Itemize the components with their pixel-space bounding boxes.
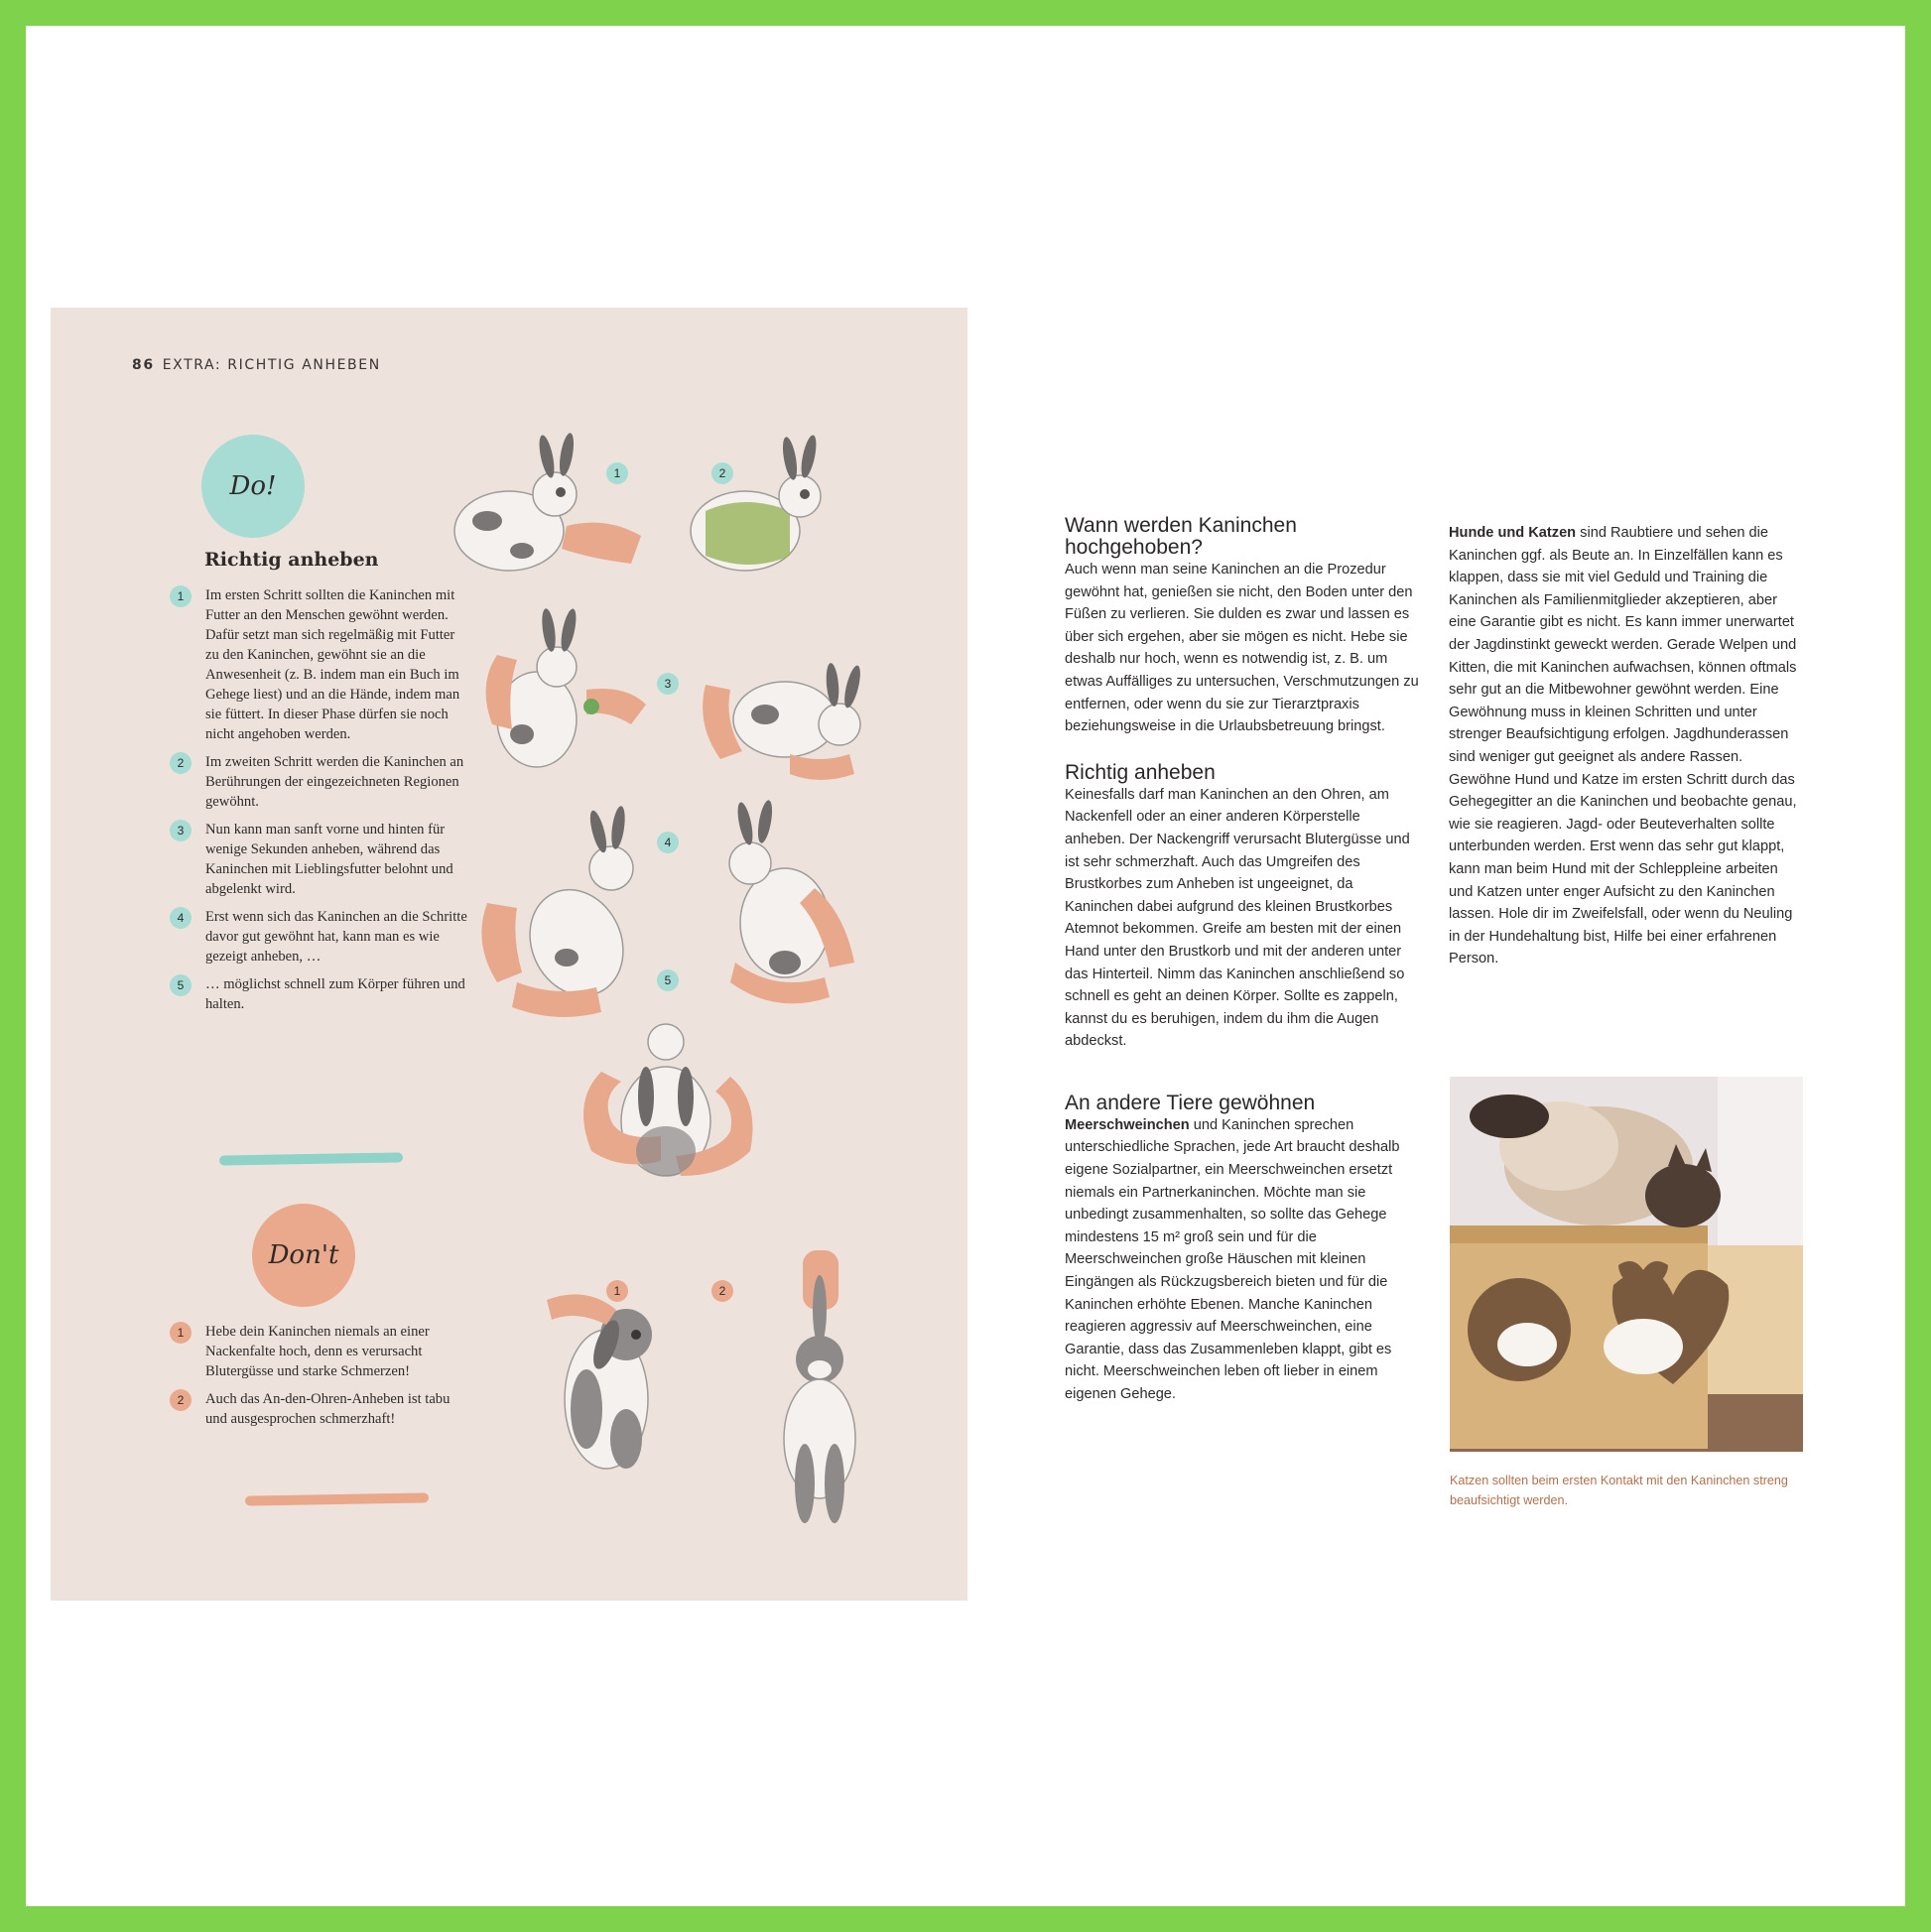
box-title: Richtig anheben — [204, 549, 379, 571]
step-text: Im zweiten Schritt werden die Kaninchen an Berührungen der eingezeichneten Regionen gewöhnt. — [205, 754, 464, 810]
step-text: Nun kann man sanft vorne und hinten für wenige Sekunden anheben, während das Kaninchen mit Lieblingsfutter belohnt und abgelenkt wird. — [205, 822, 453, 897]
do-badge-label: Do! — [229, 471, 277, 501]
section-label: EXTRA: RICHTIG ANHEBEN — [162, 357, 381, 373]
rabbit-illustration-dont-1 — [547, 1294, 652, 1469]
rabbit-illustration-do-2 — [691, 434, 821, 571]
rabbit-illustration-do-4b — [729, 799, 854, 1003]
section-text-body: sind Raubtiere und sehen die Kaninchen ggf. als Beute an. In Einzelfällen kann es klappen, dass sie mit viel Geduld und Training die Kaninchen als Familienmitglieder akzeptieren, aber eine Garantie gibt es nicht. Es kann immer unerwartet der Jagdinstinkt geweckt werden. Gerade Welpen und Kitten, die mit Kaninchen aufwachsen, können oftmals sehr gut an die Mitbewohner gewöhnt werden. Eine Gewöhnung muss in kleinen Schritten und unter strenger Beaufsichtigung erfolgen. Jagdhunderassen sind weniger gut geeignet als andere Rassen. — [1449, 525, 1797, 765]
step-text: Auch das An-den-Ohren-Anheben ist tabu und ausgesprochen schmerzhaft! — [205, 1391, 451, 1427]
rabbit-illustration-do-5 — [583, 1024, 753, 1176]
step-number: 5 — [170, 974, 192, 996]
section-heading: An andere Tiere gewöhnen — [1065, 1091, 1316, 1114]
lead-word: Hunde und Katzen — [1449, 525, 1577, 541]
illustration-number: 1 — [606, 462, 628, 484]
right-column-2 — [1449, 522, 1806, 970]
step-number: 1 — [170, 1322, 192, 1344]
step-text: … möglichst schnell zum Körper führen und halten. — [205, 976, 465, 1012]
section-text — [1449, 522, 1806, 769]
section-text: Keinesfalls darf man Kaninchen an den Ohren, am Nackenfell oder an einer anderen Körperstelle anheben. Der Nackengriff verursacht Blutergüsse und ist sehr schmerzhaft. Auch das Umgreifen des Brustkorbes zum Anheben ist ungeeignet, da Kaninchen dabei aufgrund des kleinen Brustkorbes Atemnot bekommen. Greife am besten mit der einen Hand unter den Brustkorb und mit der anderen unter das Hinterteil. Nimm das Kaninchen anschließend so schnell es geht an deinen Körper. Sollte es zappeln, kannst du es beruhigen, indem du ihm die Augen abdeckst. — [1065, 786, 1410, 1050]
left-page — [51, 308, 967, 1601]
illustration-number: 1 — [606, 1280, 628, 1302]
section-text: Auch wenn man seine Kaninchen an die Prozedur gewöhnt hat, genießen sie nicht, den Boden unter den Füßen zu verlieren. Sie dulden es zwar und lassen es über sich ergehen, aber sie mögen es nicht. Hebe sie deshalb nur hoch, wenn es notwendig ist, z. B. um etwas Auffälliges zu untersuchen, Verschmutzungen zu entfernen, oder wenn du sie zur Tierarztpraxis beziehungsweise in die Urlaubsbetreuung bringst. — [1065, 562, 1419, 735]
section-heading: Wann werden Kaninchen hochgehoben? — [1065, 514, 1297, 559]
step-text: Hebe dein Kaninchen niemals an einer Nackenfalte hoch, denn es verursacht Blutergüsse und starke Schmerzen! — [205, 1324, 430, 1379]
section-text-body: und Kaninchen sprechen unterschiedliche Sprachen, jede Art braucht deshalb eigene Sozialpartner, ein Meerschweinchen ersetzt niemals ein Partnerkaninchen. Möchte man sie unbedingt zusammenhalten, so sollte das Gehege mindestens 15 m² groß sein und für die Meerschweinchen große Häuschen mit kleinen Eingängen als Rückzugsbereich bieten und für die Kaninchen erhöhte Ebenen. Manche Kaninchen reagieren aggressiv auf Meerschweinchen, eine Garantie, dass das Zusammenleben klappt, gibt es nicht. Meerschweinchen leben oft lieber in einem eigenen Gehege. — [1065, 1116, 1400, 1402]
step-number: 1 — [170, 585, 192, 607]
rabbit-illustration-do-1 — [454, 432, 641, 571]
illustration-number: 4 — [657, 832, 679, 853]
illustration-number: 2 — [711, 1280, 733, 1302]
dont-badge-label: Don't — [268, 1240, 339, 1270]
step-number: 3 — [170, 820, 192, 841]
illustration-number: 2 — [711, 462, 733, 484]
right-column-1 — [1065, 515, 1422, 1406]
section-text — [1065, 1114, 1422, 1406]
rabbit-illustration-do-4a — [481, 805, 640, 1017]
rabbit-illustrations — [51, 308, 967, 1601]
cat-rabbit-photo — [1450, 1077, 1803, 1452]
rabbit-illustration-do-3b — [703, 663, 863, 780]
page-number: 86 — [132, 357, 155, 373]
photo-caption: Katzen sollten beim ersten Kontakt mit den Kaninchen streng beaufsichtigt werden. — [1450, 1474, 1788, 1507]
step-number: 2 — [170, 1389, 192, 1411]
lead-word: Meerschweinchen — [1065, 1116, 1190, 1133]
section-heading: Richtig anheben — [1065, 760, 1216, 784]
step-text: Im ersten Schritt sollten die Kaninchen mit Futter an den Menschen gewöhnt werden. Dafür setzt man sich regelmäßig mit Futter zu den Kaninchen, gewöhnt sie an die Anwesenheit (z. B. indem man ein Buch im Gehege liest) und an die Hände, indem man sie füttert. In dieser Phase dürfen sie noch nicht angehoben werden. — [205, 587, 460, 742]
step-number: 4 — [170, 907, 192, 929]
rabbit-illustration-dont-2 — [784, 1250, 855, 1523]
step-number: 2 — [170, 752, 192, 774]
photo-image — [1450, 1077, 1803, 1452]
section-text: Gewöhne Hund und Katze im ersten Schritt durch das Gehegegitter an die Kaninchen und beobachte genau, wie sie reagieren. Jagd- oder Beuteverhalten sollte unterbunden werden. Erst wenn das sehr gut klappt, kann man beim Hund mit der Schleppleine arbeiten und Katzen unter enger Aufsicht zu den Kaninchen lassen. Hole dir im Zweifelsfall, oder wenn du Neuling in der Hundehaltung bist, Hilfe bei einer erfahrenen Person. — [1449, 771, 1797, 967]
rabbit-illustration-do-3a — [486, 607, 646, 767]
illustration-number: 3 — [657, 673, 679, 695]
illustration-number: 5 — [657, 969, 679, 991]
step-text: Erst wenn sich das Kaninchen an die Schritte davor gut gewöhnt hat, kann man es wie gezeigt anheben, … — [205, 909, 467, 965]
